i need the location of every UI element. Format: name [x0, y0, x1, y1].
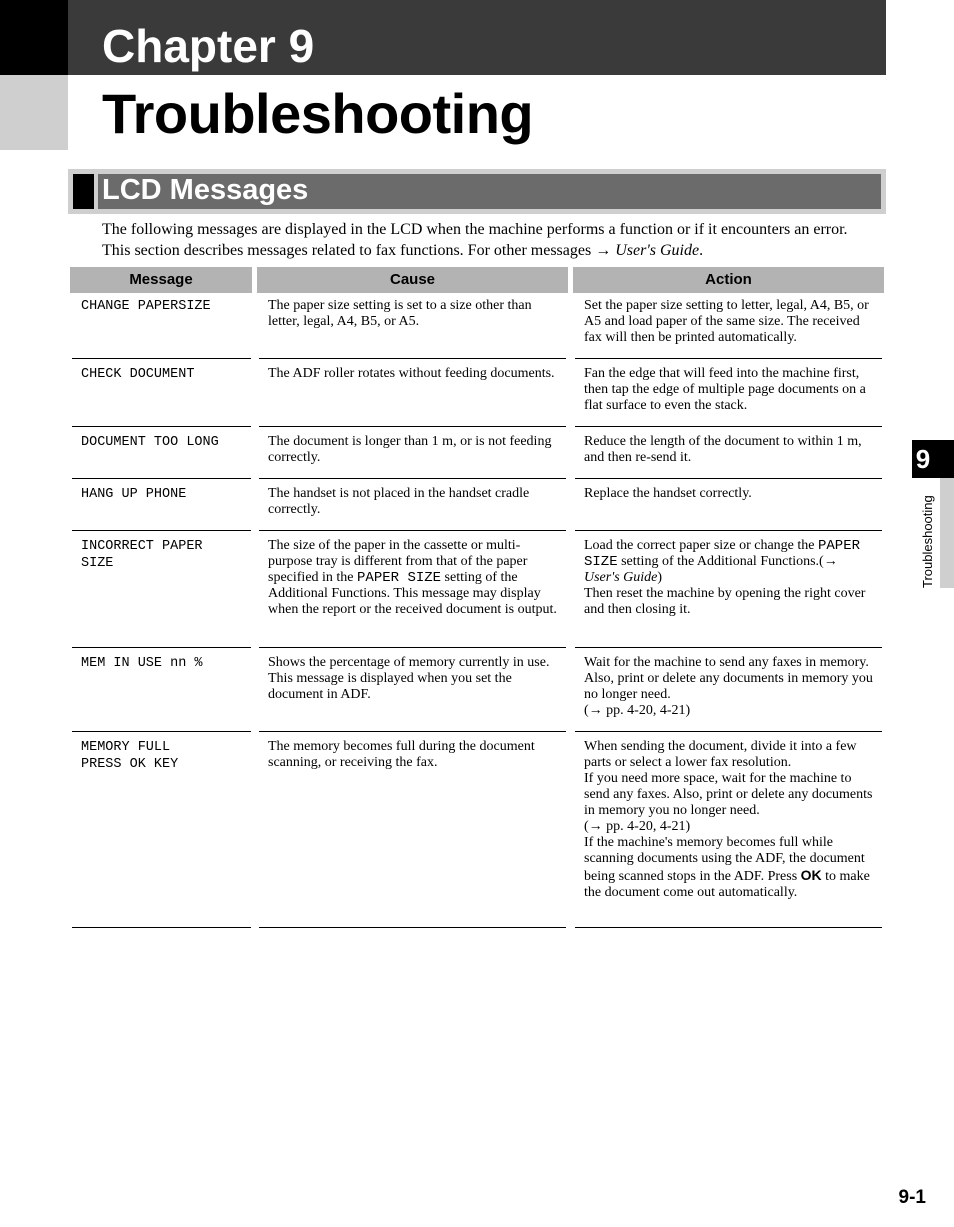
row-divider	[575, 358, 882, 359]
row-divider	[575, 731, 882, 732]
paper-size-setting-code: PAPER SIZE	[584, 538, 861, 570]
row-divider	[72, 358, 251, 359]
header-cause: Cause	[257, 267, 568, 293]
row-3-cause: The document is longer than 1 m, or is not feeding correctly.	[268, 434, 552, 465]
row-7-message	[81, 739, 251, 773]
chapter-corner-gray	[0, 75, 68, 150]
row-7-action-p3-end: to make the document come out automatically.	[584, 869, 870, 900]
row-7-message-line-2: PRESS OK KEY	[81, 757, 179, 772]
ok-key-label: OK	[800, 867, 822, 883]
row-divider	[72, 478, 251, 479]
row-divider	[259, 530, 566, 531]
row-6-cause: Shows the percentage of memory currently in use. This message is displayed when you set the document in ADF.	[268, 655, 550, 702]
row-divider	[72, 731, 251, 732]
row-5-action-text-mid: setting of the Additional Functions.(→	[617, 554, 838, 569]
intro-line-1: The following messages are displayed in the LCD when the machine performs a function or if it encounters an error.	[102, 221, 848, 238]
row-2-cause: The ADF roller rotates without feeding documents.	[268, 366, 555, 381]
row-4-cause: The handset is not placed in the handset cradle correctly.	[268, 486, 530, 517]
row-1-message: CHANGE PAPERSIZE	[81, 299, 211, 314]
chapter-side-tab-number: 9	[915, 444, 931, 474]
row-2-message: CHECK DOCUMENT	[81, 367, 195, 382]
intro-line-2-end: .	[699, 242, 704, 259]
page-title: Troubleshooting	[102, 82, 534, 145]
row-5-action	[584, 538, 876, 618]
row-3-action: Reduce the length of the document to within 1 m, and then re-send it.	[584, 434, 862, 465]
section-header-block	[73, 174, 94, 209]
row-4-message: HANG UP PHONE	[81, 487, 187, 502]
row-divider	[575, 426, 882, 427]
header-action: Action	[573, 267, 884, 293]
row-divider	[259, 478, 566, 479]
paper-size-setting-code: PAPER SIZE	[357, 570, 442, 586]
row-5-action-line-2: Then reset the machine by opening the right cover and then closing it.	[584, 586, 866, 617]
row-divider	[259, 426, 566, 427]
row-1-action: Set the paper size setting to letter, legal, A4, B5, or A5 and load paper of the same size. The received fax will then be printed automatically.	[584, 298, 869, 345]
row-divider	[72, 927, 251, 928]
intro-line-2: This section describes messages related to fax functions. For other messages →	[102, 242, 616, 259]
row-7-message-line-1: MEMORY FULL	[81, 740, 171, 755]
row-5-message-line-1: INCORRECT PAPER	[81, 539, 203, 554]
row-divider	[72, 647, 251, 648]
row-divider	[575, 530, 882, 531]
row-5-cause-text: The size of the paper in the cassette or multi-purpose tray is different from that of the paper specified in the	[268, 538, 528, 585]
row-7-action-p2: If you need more space, wait for the machine to send any faxes. Also, print or delete any documents in memory you no longer need.	[584, 771, 873, 818]
row-7-action-p1: When sending the document, divide it into a few parts or select a lower fax resolution.	[584, 739, 857, 770]
row-6-message: MEM IN USE nn %	[81, 656, 203, 671]
row-6-action	[584, 655, 876, 719]
row-divider	[259, 358, 566, 359]
section-title: LCD Messages	[102, 174, 309, 206]
row-divider	[575, 478, 882, 479]
row-7-action	[584, 739, 876, 901]
row-5-cause-text-end: setting of the Additional Functions. This message may display when the report or the received document is output.	[268, 570, 557, 617]
row-3-message: DOCUMENT TOO LONG	[81, 435, 219, 450]
page-reference: (→ pp. 4-20, 4-21)	[584, 703, 691, 718]
chapter-label: Chapter 9	[102, 20, 315, 72]
row-7-action-p3: If the machine's memory becomes full while scanning documents using the ADF, the document being scanned stops in the ADF. Press	[584, 835, 865, 884]
row-2-action: Fan the edge that will feed into the machine first, then tap the edge of multiple page documents on a flat surface to even the stack.	[584, 366, 866, 413]
row-5-cause	[268, 538, 560, 618]
row-divider	[259, 927, 566, 928]
row-divider	[72, 426, 251, 427]
row-5-action-text: Load the correct paper size or change the	[584, 538, 818, 553]
row-5-message-line-2: SIZE	[81, 556, 114, 571]
row-5-action-paren: )	[657, 570, 663, 585]
row-divider	[72, 530, 251, 531]
chapter-side-tab-strip	[940, 478, 954, 588]
row-7-cause: The memory becomes full during the document scanning, or receiving the fax.	[268, 739, 535, 770]
intro-paragraph	[102, 219, 892, 261]
row-6-action-text: Wait for the machine to send any faxes in memory. Also, print or delete any documents in memory you no longer need.	[584, 655, 873, 702]
row-divider	[575, 927, 882, 928]
page-number: 9-1	[898, 1187, 926, 1208]
row-divider	[575, 647, 882, 648]
users-guide-reference: User's Guide	[615, 242, 700, 259]
chapter-corner-black	[0, 0, 68, 75]
row-divider	[259, 731, 566, 732]
chapter-side-label: Troubleshooting	[920, 495, 935, 588]
header-message: Message	[70, 267, 252, 293]
row-divider	[259, 647, 566, 648]
page-reference: (→ pp. 4-20, 4-21)	[584, 819, 691, 834]
users-guide-reference: User's Guide	[584, 570, 658, 585]
row-1-cause: The paper size setting is set to a size other than letter, legal, A4, B5, or A5.	[268, 298, 532, 329]
row-4-action: Replace the handset correctly.	[584, 486, 752, 501]
row-5-message	[81, 538, 251, 572]
